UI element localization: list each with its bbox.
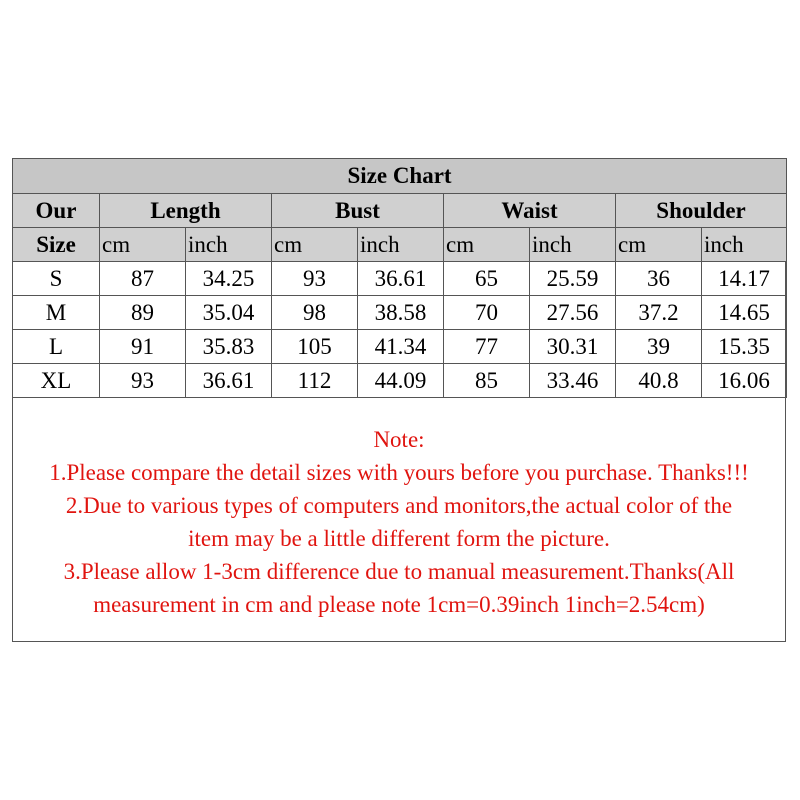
size-header-top: Our [13,194,100,228]
bust-inch: 41.34 [358,330,444,364]
title-row [13,159,787,194]
waist-cm: 85 [444,364,530,398]
size-label: L [13,330,100,364]
header-length: Length [100,194,272,228]
bust-cm: 105 [272,330,358,364]
waist-inch: 30.31 [530,330,616,364]
bust-inch: 36.61 [358,262,444,296]
bust-inch: 38.58 [358,296,444,330]
waist-inch: 25.59 [530,262,616,296]
length-cm: 87 [100,262,186,296]
note-heading: Note: [373,427,425,452]
table-row [13,330,787,364]
shoulder-cm: 39 [616,330,702,364]
bust-cm: 98 [272,296,358,330]
length-inch: 35.83 [186,330,272,364]
shoulder-inch: 14.65 [702,296,787,330]
length-inch: 35.04 [186,296,272,330]
shoulder-inch: 16.06 [702,364,787,398]
unit-shoulder-cm: cm [616,228,702,262]
unit-shoulder-inch: inch [702,228,787,262]
size-label: M [13,296,100,330]
waist-cm: 65 [444,262,530,296]
unit-bust-inch: inch [358,228,444,262]
size-label: S [13,262,100,296]
length-cm: 89 [100,296,186,330]
note-line-5: measurement in cm and please note 1cm=0.39inch 1inch=2.54cm) [93,592,705,617]
bust-cm: 112 [272,364,358,398]
unit-length-cm: cm [100,228,186,262]
length-inch: 34.25 [186,262,272,296]
group-header-row [13,194,787,228]
header-waist: Waist [444,194,616,228]
shoulder-inch: 15.35 [702,330,787,364]
note-line-1: 1.Please compare the detail sizes with yours before you purchase. Thanks!!! [49,460,749,485]
unit-waist-inch: inch [530,228,616,262]
shoulder-inch: 14.17 [702,262,787,296]
shoulder-cm: 37.2 [616,296,702,330]
length-cm: 93 [100,364,186,398]
unit-header-row [13,228,787,262]
size-header-bottom: Size [13,228,100,262]
waist-cm: 77 [444,330,530,364]
length-cm: 91 [100,330,186,364]
unit-bust-cm: cm [272,228,358,262]
waist-inch: 33.46 [530,364,616,398]
bust-inch: 44.09 [358,364,444,398]
unit-length-inch: inch [186,228,272,262]
unit-waist-cm: cm [444,228,530,262]
header-bust: Bust [272,194,444,228]
shoulder-cm: 36 [616,262,702,296]
size-label: XL [13,364,100,398]
table-row [13,364,787,398]
note-line-3: item may be a little different form the picture. [188,526,610,551]
note-line-2: 2.Due to various types of computers and monitors,the actual color of the [65,493,733,518]
table-row [13,262,787,296]
waist-inch: 27.56 [530,296,616,330]
table-row [13,296,787,330]
length-inch: 36.61 [186,364,272,398]
note-line-4: 3.Please allow 1-3cm difference due to manual measurement.Thanks(All [63,559,735,584]
chart-title: Size Chart [13,159,787,194]
bust-cm: 93 [272,262,358,296]
shoulder-cm: 40.8 [616,364,702,398]
notes-block [12,423,786,621]
waist-cm: 70 [444,296,530,330]
header-shoulder: Shoulder [616,194,787,228]
size-chart-table [12,158,787,398]
